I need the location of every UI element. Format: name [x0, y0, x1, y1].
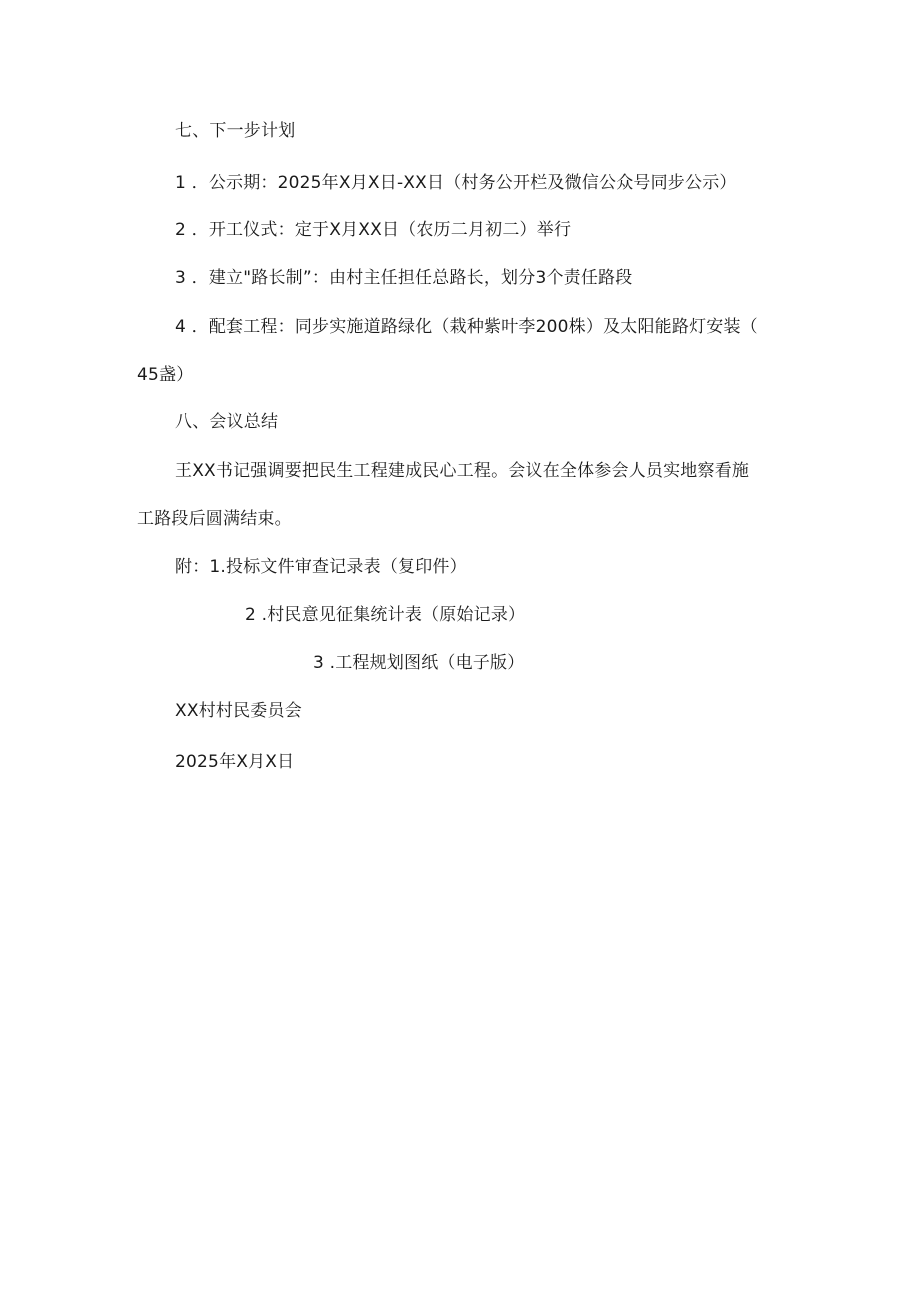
signature-date: 2025年X月X日 [175, 752, 295, 772]
section-heading-summary: 八、会议总结 [175, 412, 279, 432]
section-heading-next-steps: 七、下一步计划 [175, 121, 296, 141]
plan-item-road-chief: 3 ．建立"路长制”：由村主任担任总路长，划分3个责任路段 [175, 268, 633, 288]
summary-text-line-1: 王XX书记强调要把民生工程建成民心工程。会议在全体参会人员实地察看施 [175, 461, 750, 481]
attachment-item-1: 附：1.投标文件审查记录表（复印件） [175, 557, 467, 577]
attachment-item-2: 2 .村民意见征集统计表（原始记录） [245, 605, 526, 625]
plan-item-groundbreaking: 2 ．开工仪式：定于X月XX日（农历二月初二）举行 [175, 220, 572, 240]
signature-organization: XX村村民委员会 [175, 701, 302, 721]
plan-item-publicity: 1 ．公示期：2025年X月X日-XX日（村务公开栏及微信公众号同步公示） [175, 173, 737, 193]
attachment-item-3: 3 .工程规划图纸（电子版） [313, 653, 525, 673]
summary-text-line-2: 工路段后圆满结束。 [137, 509, 292, 529]
plan-item-supporting-works: 4 ．配套工程：同步实施道路绿化（栽种紫叶李200株）及太阳能路灯安装（ [175, 317, 758, 337]
plan-item-supporting-works-continuation: 45盏） [137, 365, 194, 385]
